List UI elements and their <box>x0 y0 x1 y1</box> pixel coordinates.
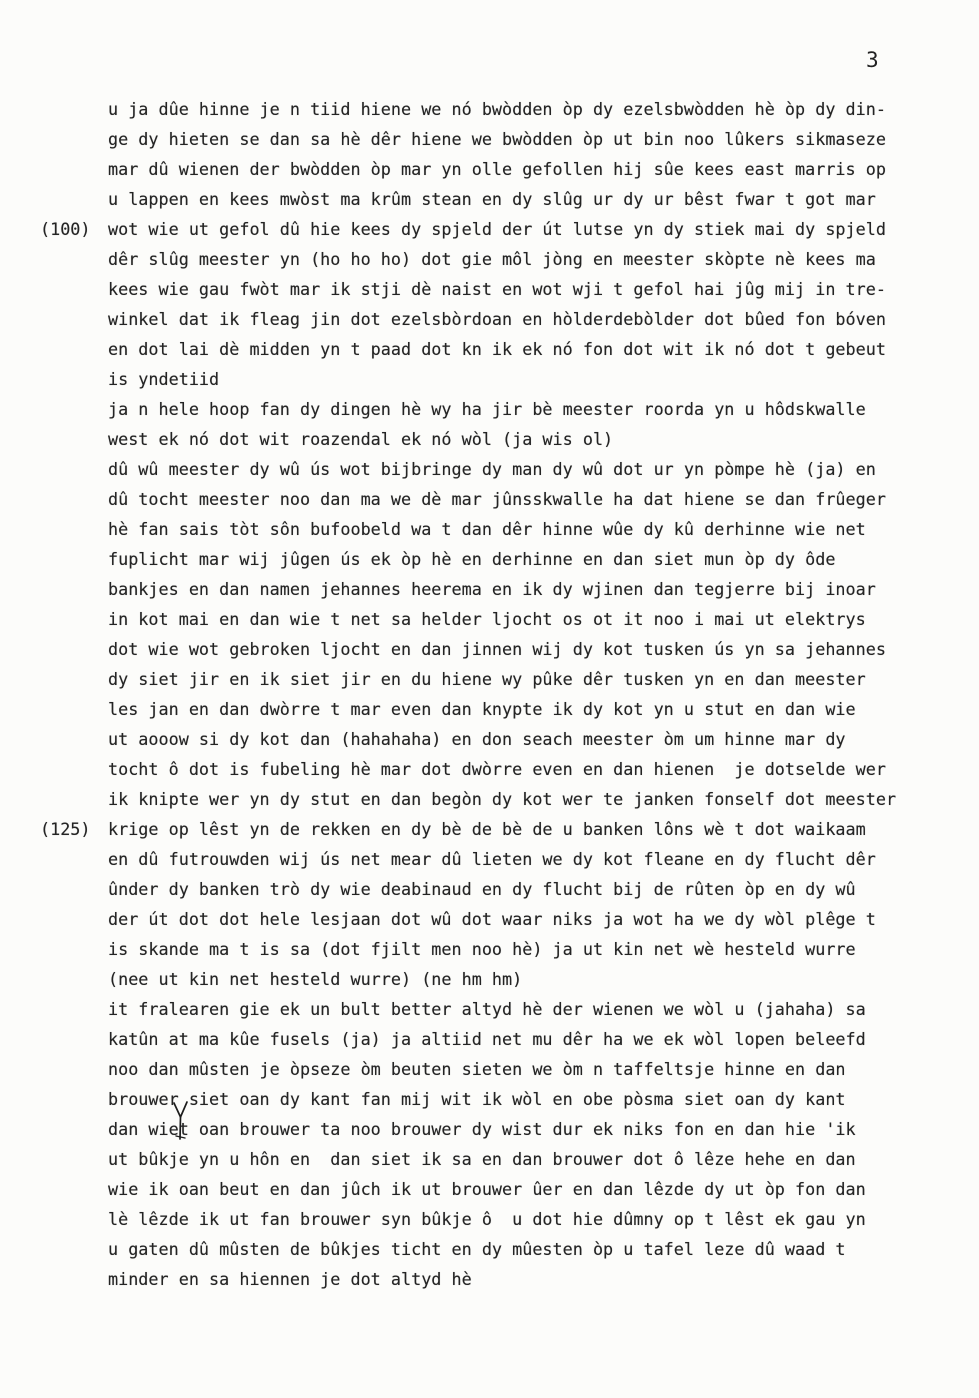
text-line: minder en sa hiennen je dot altyd hè <box>108 1269 472 1289</box>
text-line: west ek nó dot wit roazendal ek nó wòl (ja wis ol) <box>108 429 614 449</box>
text-line: brouwer siet oan dy kant fan mij wit ik wòl en obe pòsma siet oan dy kant <box>108 1089 846 1109</box>
text-line: dy siet jir en ik siet jir en du hiene wy pûke dêr tusken yn en dan meester <box>108 669 866 689</box>
text-line: bankjes en dan namen jehannes heerema en ik dy wjinen dan tegjerre bij inoar <box>108 579 876 599</box>
transcript-text-block <box>40 94 948 1294</box>
text-line: ge dy hieten se dan sa hè dêr hiene we bwòdden òp ut bin noo lûkers sikmaseze <box>108 129 886 149</box>
text-line: ut aooow si dy kot dan (hahahaha) en don seach meester òm um hinne mar dy <box>108 729 846 749</box>
text-line: winkel dat ik fleag jin dot ezelsbòrdoan en hòlderdebòlder dot bûed fon bóven <box>108 309 886 329</box>
text-line: noo dan mûsten je òpseze òm beuten sieten we òm n taffeltsje hinne en dan <box>108 1059 846 1079</box>
text-line: dû tocht meester noo dan ma we dè mar jûnsskwalle ha dat hiene se dan frûeger <box>108 489 886 509</box>
text-line: tocht ô dot is fubeling hè mar dot dwòrre even en dan hienen je dotselde wer <box>108 759 886 779</box>
text-line: dan wiet oan brouwer ta noo brouwer dy wist dur ek niks fon en dan hie 'ik <box>108 1119 856 1139</box>
text-line: der út dot dot hele lesjaan dot wû dot waar niks ja wot ha we dy wòl plêge t <box>108 909 876 929</box>
text-line: (nee ut kin net hesteld wurre) (ne hm hm) <box>108 969 523 989</box>
text-line: ja n hele hoop fan dy dingen hè wy ha jir bè meester roorda yn u hôdskwalle <box>108 399 866 419</box>
text-line: ik knipte wer yn dy stut en dan begòn dy kot wer te janken fonself dot meester <box>108 789 897 809</box>
text-line: u gaten dû mûsten de bûkjes ticht en dy mûesten òp u tafel leze dû waad t <box>108 1239 846 1259</box>
text-line: wie ik oan beut en dan jûch ik ut brouwer ûer en dan lêzde dy ut òp fon dan <box>108 1179 866 1199</box>
text-line: hè fan sais tòt sôn bufoobeld wa t dan dêr hinne wûe dy kû derhinne wie net <box>108 519 866 539</box>
text-line: en dû futrouwden wij ús net mear dû lieten we dy kot fleane en dy flucht dêr <box>108 849 876 869</box>
text-line: is yndetiid <box>108 369 220 389</box>
text-line: u ja dûe hinne je n tiid hiene we nó bwòdden òp dy ezelsbwòdden hè òp dy din- <box>108 99 886 119</box>
text-line: katûn at ma kûe fusels (ja) ja altiid net mu dêr ha we ek wòl lopen beleefd <box>108 1029 866 1049</box>
text-line: lè lêzde ik ut fan brouwer syn bûkje ô u dot hie dûmny op t lêst ek gau yn <box>108 1209 866 1229</box>
text-line: in kot mai en dan wie t net sa helder ljocht os ot it noo i mai ut elektrys <box>108 609 866 629</box>
page-number: 3 <box>866 48 879 72</box>
text-line: dot wie wot gebroken ljocht en dan jinnen wij dy kot tusken ús yn sa jehannes <box>108 639 886 659</box>
text-line: (100) wot wie ut gefol dû hie kees dy spjeld der út lutse yn dy stiek mai dy spjeld <box>108 214 948 244</box>
text-line: (125) krige op lêst yn de rekken en dy bè de bè de u banken lôns wè t dot waikaam <box>108 814 948 844</box>
text-line: fuplicht mar wij jûgen ús ek òp hè en derhinne en dan siet mun òp dy ôde <box>108 549 836 569</box>
text-line: mar dû wienen der bwòdden òp mar yn olle gefollen hij sûe kees east marris op <box>108 159 886 179</box>
text-line: les jan en dan dwòrre t mar even dan knypte ik dy kot yn u stut en dan wie <box>108 699 856 719</box>
text-line: it fralearen gie ek un bult better altyd hè der wienen we wòl u (jahaha) sa <box>108 999 866 1019</box>
text-line: ut bûkje yn u hôn en dan siet ik sa en dan brouwer dot ô lêze hehe en dan <box>108 1149 856 1169</box>
text-line: u lappen en kees mwòst ma krûm stean en dy slûg ur dy ur bêst fwar t got mar <box>108 189 876 209</box>
text-line: en dot lai dè midden yn t paad dot kn ik ek nó fon dot wit ik nó dot t gebeut <box>108 339 886 359</box>
text-line: is skande ma t is sa (dot fjilt men noo hè) ja ut kin net wè hesteld wurre <box>108 939 856 959</box>
line-number-label: (125) <box>40 819 91 839</box>
text-line: dû wû meester dy wû ús wot bijbringe dy man dy wû dot ur yn pòmpe hè (ja) en <box>108 459 876 479</box>
text-line: kees wie gau fwòt mar ik stji dè naist en wot wji t gefol hai jûg mij in tre- <box>108 279 886 299</box>
text-line: dêr slûg meester yn (ho ho ho) dot gie môl jòng en meester skòpte nè kees ma <box>108 249 876 269</box>
line-number-label: (100) <box>40 219 91 239</box>
text-line: ûnder dy banken trò dy wie deabinaud en dy flucht bij de rûten òp en dy wû <box>108 879 856 899</box>
